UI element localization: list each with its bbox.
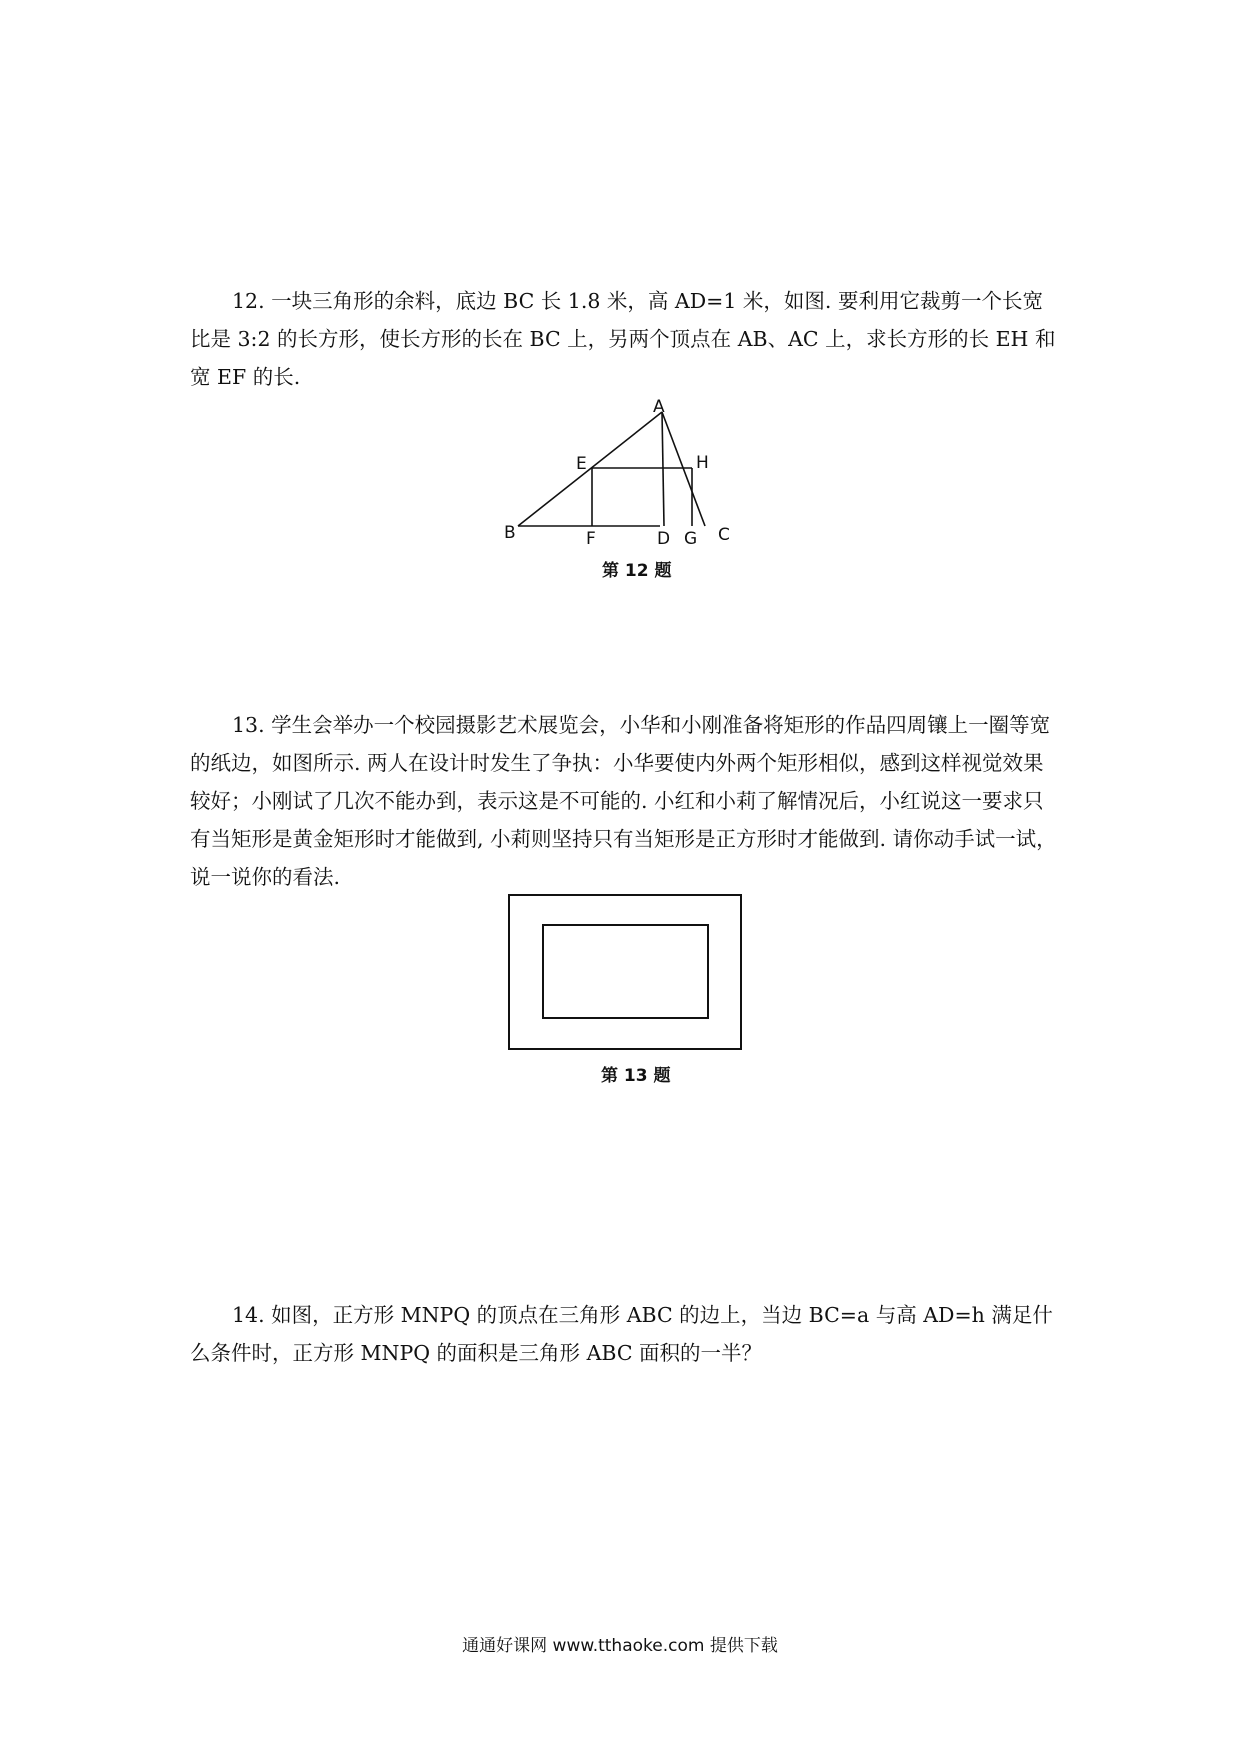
label-f: F bbox=[586, 529, 596, 548]
side-ab bbox=[518, 412, 662, 526]
problem-14-text: 14. 如图，正方形 MNPQ 的顶点在三角形 ABC 的边上，当边 BC=a 与高 AD=h 满足什么条件时，正方形 MNPQ 的面积是三角形 ABC 面积的一半？ bbox=[190, 1303, 1053, 1365]
altitude-ad bbox=[662, 412, 664, 526]
figure-12-caption: 第 12 题 bbox=[602, 561, 672, 581]
label-e: E bbox=[576, 454, 587, 474]
label-b: B bbox=[504, 523, 516, 543]
label-g: G bbox=[684, 529, 698, 548]
label-d: D bbox=[657, 529, 671, 548]
label-c: C bbox=[718, 525, 730, 545]
inner-rectangle bbox=[543, 925, 708, 1018]
problem-12-text: 12. 一块三角形的余料，底边 BC 长 1.8 米，高 AD=1 米，如图. 要利用它裁剪一个长宽比是 3:2 的长方形，使长方形的长在 BC 上，另两个顶点在 AB、AC 上，求长方形的长 EH 和宽 EF 的长. bbox=[190, 289, 1056, 389]
problem-13 bbox=[190, 706, 1060, 896]
label-a: A bbox=[653, 398, 665, 417]
figure-13-caption: 第 13 题 bbox=[601, 1066, 671, 1086]
problem-12 bbox=[190, 282, 1060, 396]
frame-figure-13 bbox=[508, 894, 744, 1052]
problem-13-text: 13. 学生会举办一个校园摄影艺术展览会，小华和小刚准备将矩形的作品四周镶上一圈等宽的纸边，如图所示. 两人在设计时发生了争执：小华要使内外两个矩形相似，感到这样视觉效果较好；小刚试了几次不能办到，表示这是不可能的. 小红和小莉了解情况后，小红说这一要求只有当矩形是黄金矩形时才能做到, 小莉则坚持只有当矩形是正方形时才能做到. 请你动手试一试，说一说你的看法. bbox=[190, 713, 1057, 889]
page-footer: 通通好课网 www.tthaoke.com 提供下载 bbox=[462, 1636, 778, 1656]
label-h: H bbox=[696, 453, 709, 473]
problem-14 bbox=[190, 1296, 1060, 1372]
triangle-figure-12 bbox=[500, 398, 750, 548]
